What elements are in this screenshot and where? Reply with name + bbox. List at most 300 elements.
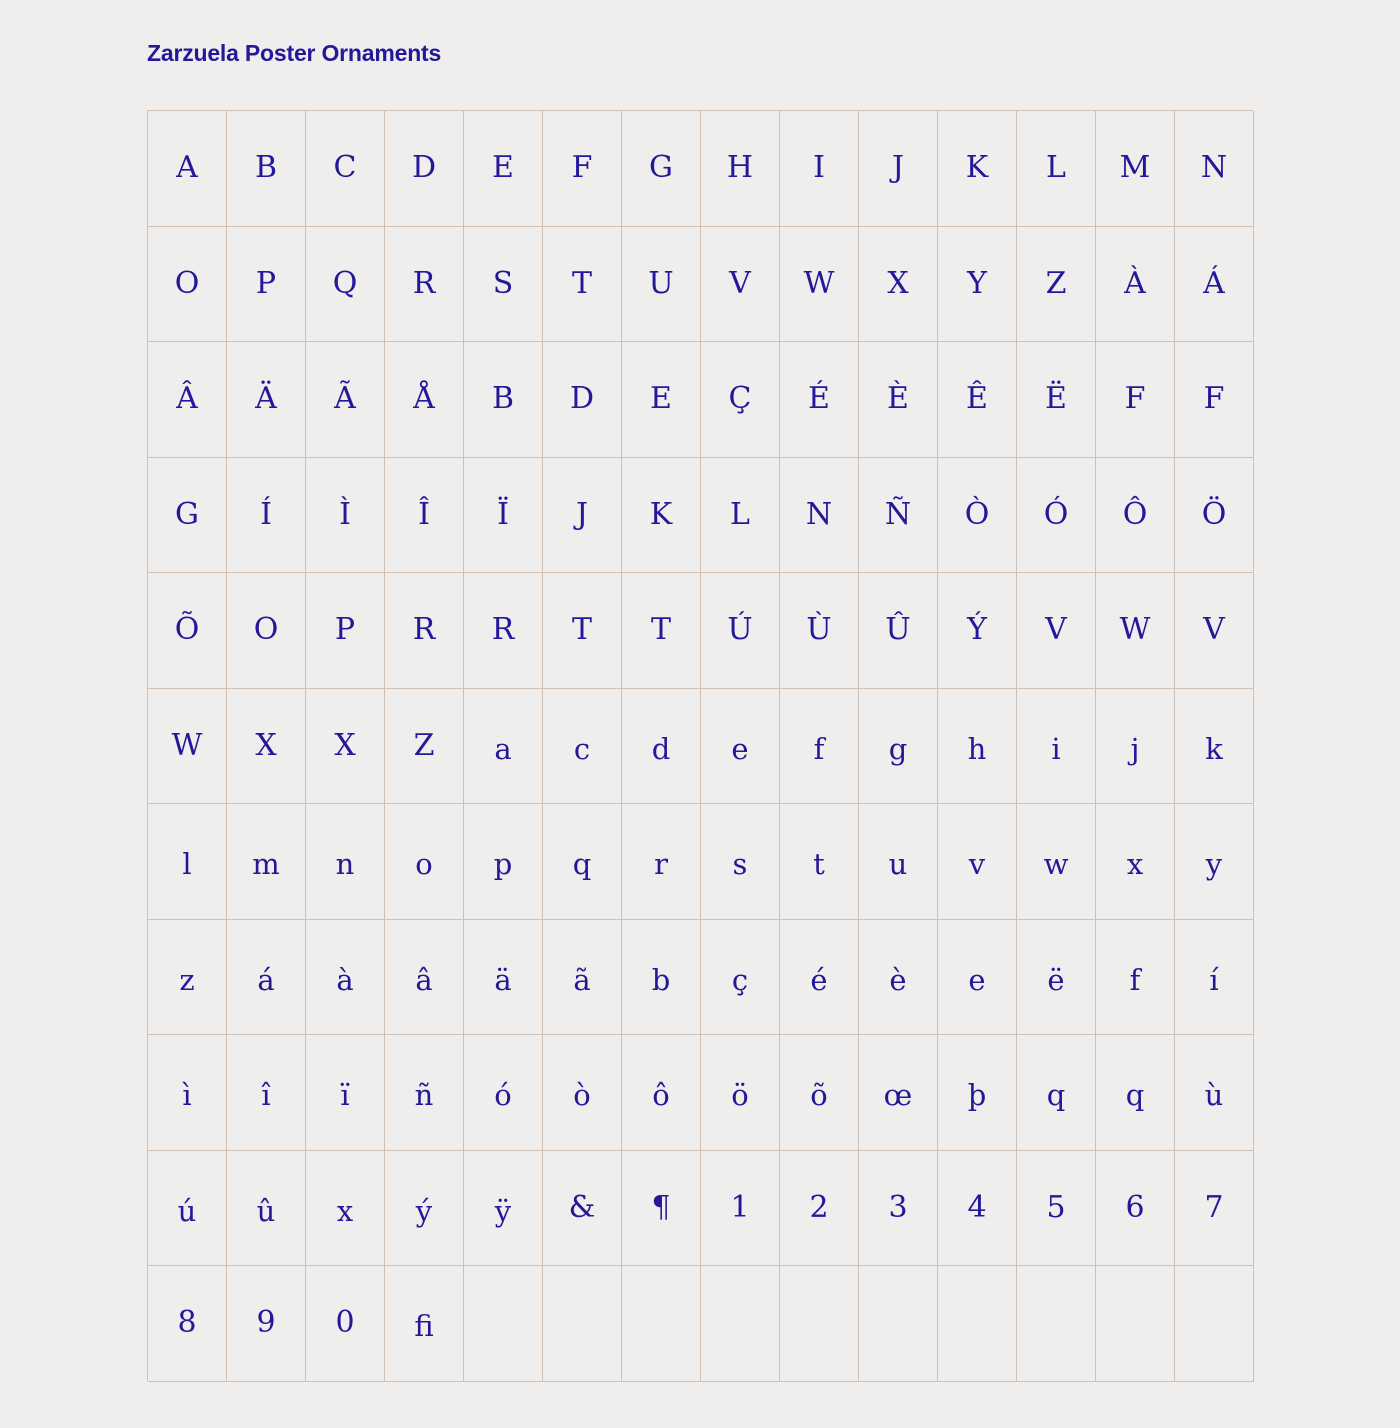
glyph-cell [227,804,306,920]
glyph-character: W [171,727,203,763]
glyph-cell [701,458,780,574]
glyph-character: n [335,847,355,882]
glyph-character: ù [1204,1078,1224,1113]
glyph-character: Z [413,727,435,763]
glyph-cell [1096,689,1175,805]
glyph-cell [1017,458,1096,574]
glyph-character: T [650,612,671,648]
glyph-cell [385,458,464,574]
glyph-character: ú [177,1193,197,1228]
glyph-cell [1175,1035,1254,1151]
glyph-character: g [888,731,908,766]
glyph-character: N [805,496,833,532]
glyph-cell [938,804,1017,920]
glyph-character: V [729,265,751,301]
glyph-character: Ö [1201,496,1227,532]
glyph-character: C [333,150,357,186]
glyph-cell [306,1266,385,1382]
glyph-cell [622,573,701,689]
glyph-cell [464,111,543,227]
glyph-cell [701,111,780,227]
glyph-cell [385,1151,464,1267]
glyph-cell [543,689,622,805]
glyph-cell [148,111,227,227]
glyph-cell [780,920,859,1036]
glyph-cell [227,458,306,574]
glyph-cell [148,689,227,805]
glyph-cell [464,227,543,343]
glyph-cell [859,342,938,458]
glyph-cell [1096,227,1175,343]
glyph-cell [227,573,306,689]
glyph-character: Ù [806,612,832,648]
glyph-cell [464,1151,543,1267]
glyph-cell [859,689,938,805]
glyph-character: u [888,847,908,882]
glyph-character: R [412,612,436,648]
glyph-cell [306,111,385,227]
glyph-cell [1017,1266,1096,1382]
glyph-cell [1096,1151,1175,1267]
glyph-character: s [732,847,748,882]
glyph-character: ö [731,1078,749,1113]
glyph-character: o [415,847,433,882]
glyph-cell [227,227,306,343]
glyph-character: a [494,731,512,766]
glyph-character: r [654,847,668,882]
glyph-cell [306,1151,385,1267]
glyph-cell [859,458,938,574]
glyph-character: E [650,381,672,417]
glyph-cell [543,1266,622,1382]
glyph-cell [1017,804,1096,920]
glyph-cell [701,342,780,458]
glyph-character: í [1209,962,1219,997]
glyph-cell [780,804,859,920]
glyph-cell [701,227,780,343]
glyph-character: L [1046,150,1066,186]
glyph-character: B [254,150,278,186]
glyph-cell [306,342,385,458]
glyph-character: J [891,150,905,186]
glyph-character: ÿ [494,1193,512,1228]
glyph-character: x [1126,847,1144,882]
glyph-cell [859,227,938,343]
glyph-cell [622,1035,701,1151]
glyph-character: Ã [334,381,356,417]
glyph-cell [464,804,543,920]
glyph-cell [1175,342,1254,458]
glyph-character: K [649,496,673,532]
glyph-character: k [1205,731,1223,766]
glyph-character: À [1124,265,1146,301]
glyph-character: G [175,496,199,532]
glyph-cell [780,1151,859,1267]
glyph-character: 5 [1046,1189,1066,1225]
glyph-cell [1175,573,1254,689]
glyph-cell [622,111,701,227]
glyph-cell [543,920,622,1036]
glyph-character: X [887,265,909,301]
glyph-character: D [569,381,595,417]
glyph-cell [464,689,543,805]
glyph-character: G [649,150,673,186]
glyph-character: Ï [497,496,509,532]
glyph-cell [859,1266,938,1382]
glyph-character: F [571,150,593,186]
glyph-cell [1096,573,1175,689]
glyph-cell [385,804,464,920]
glyph-cell [938,920,1017,1036]
glyph-character: ò [573,1078,591,1113]
glyph-character: ì [182,1078,192,1113]
glyph-character: è [889,962,907,997]
glyph-grid [147,110,1253,1381]
glyph-character: Ô [1122,496,1148,532]
glyph-character: Q [332,265,358,301]
glyph-cell [622,1151,701,1267]
glyph-character: Z [1045,265,1067,301]
glyph-character: õ [810,1078,828,1113]
glyph-character: Ê [966,381,988,417]
glyph-cell [780,111,859,227]
glyph-character: ó [494,1078,512,1113]
glyph-character: T [571,612,592,648]
glyph-cell [859,804,938,920]
glyph-character: N [1200,150,1228,186]
glyph-cell [1017,342,1096,458]
glyph-cell [148,458,227,574]
glyph-cell [148,804,227,920]
glyph-character: 0 [335,1305,355,1341]
glyph-cell [1096,804,1175,920]
glyph-cell [1175,227,1254,343]
glyph-cell [1175,804,1254,920]
glyph-character: f [813,731,825,766]
page-title: Zarzuela Poster Ornaments [147,40,442,66]
glyph-character: È [887,381,909,417]
glyph-character: 2 [809,1189,829,1225]
glyph-cell [1096,458,1175,574]
glyph-cell [1017,1151,1096,1267]
glyph-character: W [1119,612,1151,648]
glyph-character: Y [967,265,987,301]
glyph-cell [385,111,464,227]
glyph-character: F [1124,381,1146,417]
glyph-character: œ [883,1078,913,1113]
glyph-character: f [1129,962,1141,997]
glyph-cell [385,920,464,1036]
glyph-character: O [253,612,279,648]
glyph-cell [780,1266,859,1382]
glyph-character: M [1119,150,1151,186]
glyph-cell [701,804,780,920]
glyph-character: J [575,496,589,532]
glyph-character: D [411,150,437,186]
glyph-character: 1 [730,1189,750,1225]
glyph-character: Ú [727,612,753,648]
glyph-cell [1096,920,1175,1036]
glyph-character: 8 [177,1305,197,1341]
glyph-character: c [573,731,591,766]
glyph-character: q [1125,1078,1145,1113]
glyph-character: F [1203,381,1225,417]
glyph-cell [227,689,306,805]
glyph-cell [1175,458,1254,574]
glyph-cell [543,573,622,689]
glyph-cell [780,573,859,689]
glyph-cell [938,1266,1017,1382]
glyph-character: V [1045,612,1067,648]
glyph-cell [1175,689,1254,805]
glyph-cell [385,1035,464,1151]
glyph-cell [780,1035,859,1151]
glyph-character: i [1051,731,1061,766]
glyph-character: Ë [1045,381,1067,417]
glyph-cell [464,458,543,574]
glyph-cell [464,1266,543,1382]
glyph-character: fi [414,1309,434,1344]
glyph-character: û [256,1193,276,1228]
glyph-cell [543,227,622,343]
glyph-character: & [568,1189,596,1225]
glyph-character: Û [885,612,911,648]
glyph-character: O [174,265,200,301]
glyph-cell [938,458,1017,574]
glyph-cell [622,458,701,574]
glyph-cell [227,1151,306,1267]
glyph-character: l [182,847,192,882]
glyph-character: ë [1047,962,1065,997]
glyph-character: É [808,381,830,417]
glyph-cell [1017,111,1096,227]
glyph-cell [1017,227,1096,343]
glyph-character: p [493,847,513,882]
glyph-cell [306,227,385,343]
glyph-cell [227,920,306,1036]
glyph-character: y [1205,847,1223,882]
glyph-cell [622,804,701,920]
glyph-character: Õ [174,612,200,648]
glyph-cell [859,1151,938,1267]
glyph-character: á [257,962,275,997]
glyph-character: j [1130,731,1140,766]
glyph-cell [148,1151,227,1267]
glyph-character: t [813,847,825,882]
glyph-cell [306,573,385,689]
glyph-cell [1096,342,1175,458]
glyph-cell [227,342,306,458]
glyph-character: Â [176,381,198,417]
glyph-character: v [968,847,986,882]
glyph-cell [543,342,622,458]
glyph-character: î [261,1078,271,1113]
glyph-cell [859,111,938,227]
glyph-cell [1096,111,1175,227]
glyph-character: e [968,962,986,997]
glyph-character: I [813,150,825,186]
glyph-cell [306,1035,385,1151]
glyph-cell [622,920,701,1036]
glyph-character: b [651,962,671,997]
glyph-character: R [491,612,515,648]
glyph-character: L [730,496,750,532]
glyph-character: U [648,265,674,301]
glyph-character: â [415,962,433,997]
glyph-cell [148,573,227,689]
glyph-cell [780,458,859,574]
glyph-cell [1175,111,1254,227]
glyph-character: Í [260,496,272,532]
glyph-character: e [731,731,749,766]
glyph-cell [464,920,543,1036]
glyph-character: H [726,150,754,186]
glyph-cell [148,227,227,343]
glyph-character: W [803,265,835,301]
glyph-character: B [491,381,515,417]
glyph-character: ñ [414,1078,434,1113]
glyph-cell [859,1035,938,1151]
glyph-character: K [965,150,989,186]
glyph-character: q [1046,1078,1066,1113]
glyph-cell [1017,689,1096,805]
glyph-cell [464,342,543,458]
glyph-cell [148,1266,227,1382]
glyph-character: X [255,727,277,763]
glyph-cell [938,111,1017,227]
glyph-cell [385,227,464,343]
glyph-character: x [336,1193,354,1228]
glyph-character: ç [731,962,749,997]
glyph-cell [306,920,385,1036]
glyph-cell [938,689,1017,805]
glyph-character: é [810,962,828,997]
glyph-cell [306,689,385,805]
glyph-cell [543,1151,622,1267]
glyph-character: Ä [255,381,277,417]
glyph-cell [859,573,938,689]
glyph-cell [1175,1151,1254,1267]
glyph-character: S [492,265,514,301]
glyph-cell [306,804,385,920]
glyph-cell [701,1151,780,1267]
glyph-cell [148,1035,227,1151]
glyph-character: P [255,265,277,301]
glyph-character: ï [340,1078,350,1113]
glyph-cell [1175,920,1254,1036]
glyph-cell [227,1035,306,1151]
glyph-cell [227,1266,306,1382]
glyph-cell [1096,1035,1175,1151]
glyph-cell [227,111,306,227]
glyph-cell [1096,1266,1175,1382]
glyph-character: Ì [339,496,351,532]
glyph-character: þ [967,1078,987,1113]
glyph-character: z [179,962,195,997]
glyph-character: Ý [967,612,987,648]
glyph-character: E [492,150,514,186]
glyph-cell [938,1151,1017,1267]
glyph-cell [938,573,1017,689]
glyph-character: 7 [1204,1189,1224,1225]
glyph-cell [543,1035,622,1151]
glyph-cell [859,920,938,1036]
glyph-cell [385,1266,464,1382]
glyph-character: m [252,847,280,882]
glyph-cell [464,573,543,689]
glyph-cell [385,573,464,689]
glyph-cell [1017,1035,1096,1151]
glyph-character: Å [413,381,435,417]
glyph-character: Ó [1043,496,1069,532]
glyph-character: h [967,731,987,766]
glyph-character: Ç [728,381,752,417]
glyph-cell [464,1035,543,1151]
glyph-cell [306,458,385,574]
glyph-character: T [571,265,592,301]
glyph-character: ã [573,962,591,997]
glyph-character: Ñ [884,496,912,532]
glyph-cell [622,342,701,458]
glyph-cell [701,1035,780,1151]
glyph-character: ä [494,962,512,997]
glyph-cell [701,920,780,1036]
glyph-character: P [334,612,356,648]
glyph-cell [385,342,464,458]
glyph-character: q [572,847,592,882]
glyph-character: ý [415,1193,433,1228]
glyph-cell [701,573,780,689]
glyph-cell [938,342,1017,458]
glyph-cell [780,689,859,805]
glyph-character: à [336,962,354,997]
glyph-character: R [412,265,436,301]
glyph-character: 9 [256,1305,276,1341]
glyph-cell [543,458,622,574]
glyph-cell [543,804,622,920]
glyph-character: ¶ [651,1189,671,1225]
glyph-cell [701,1266,780,1382]
glyph-cell [622,689,701,805]
glyph-cell [622,1266,701,1382]
glyph-character: 4 [967,1189,987,1225]
glyph-character: d [651,731,671,766]
glyph-character: 6 [1125,1189,1145,1225]
glyph-cell [148,920,227,1036]
glyph-cell [938,1035,1017,1151]
glyph-cell [701,689,780,805]
glyph-character: ô [652,1078,670,1113]
glyph-character: A [176,150,198,186]
glyph-cell [780,342,859,458]
glyph-cell [1017,920,1096,1036]
glyph-character: Î [418,496,430,532]
glyph-cell [148,342,227,458]
glyph-cell [1017,573,1096,689]
glyph-cell [622,227,701,343]
glyph-character: V [1203,612,1225,648]
glyph-character: 3 [888,1189,908,1225]
glyph-cell [543,111,622,227]
glyph-cell [780,227,859,343]
glyph-character: Ò [964,496,990,532]
glyph-character: w [1043,847,1069,882]
glyph-cell [385,689,464,805]
glyph-character: Á [1203,265,1225,301]
glyph-character: X [334,727,356,763]
glyph-cell [938,227,1017,343]
glyph-cell [1175,1266,1254,1382]
